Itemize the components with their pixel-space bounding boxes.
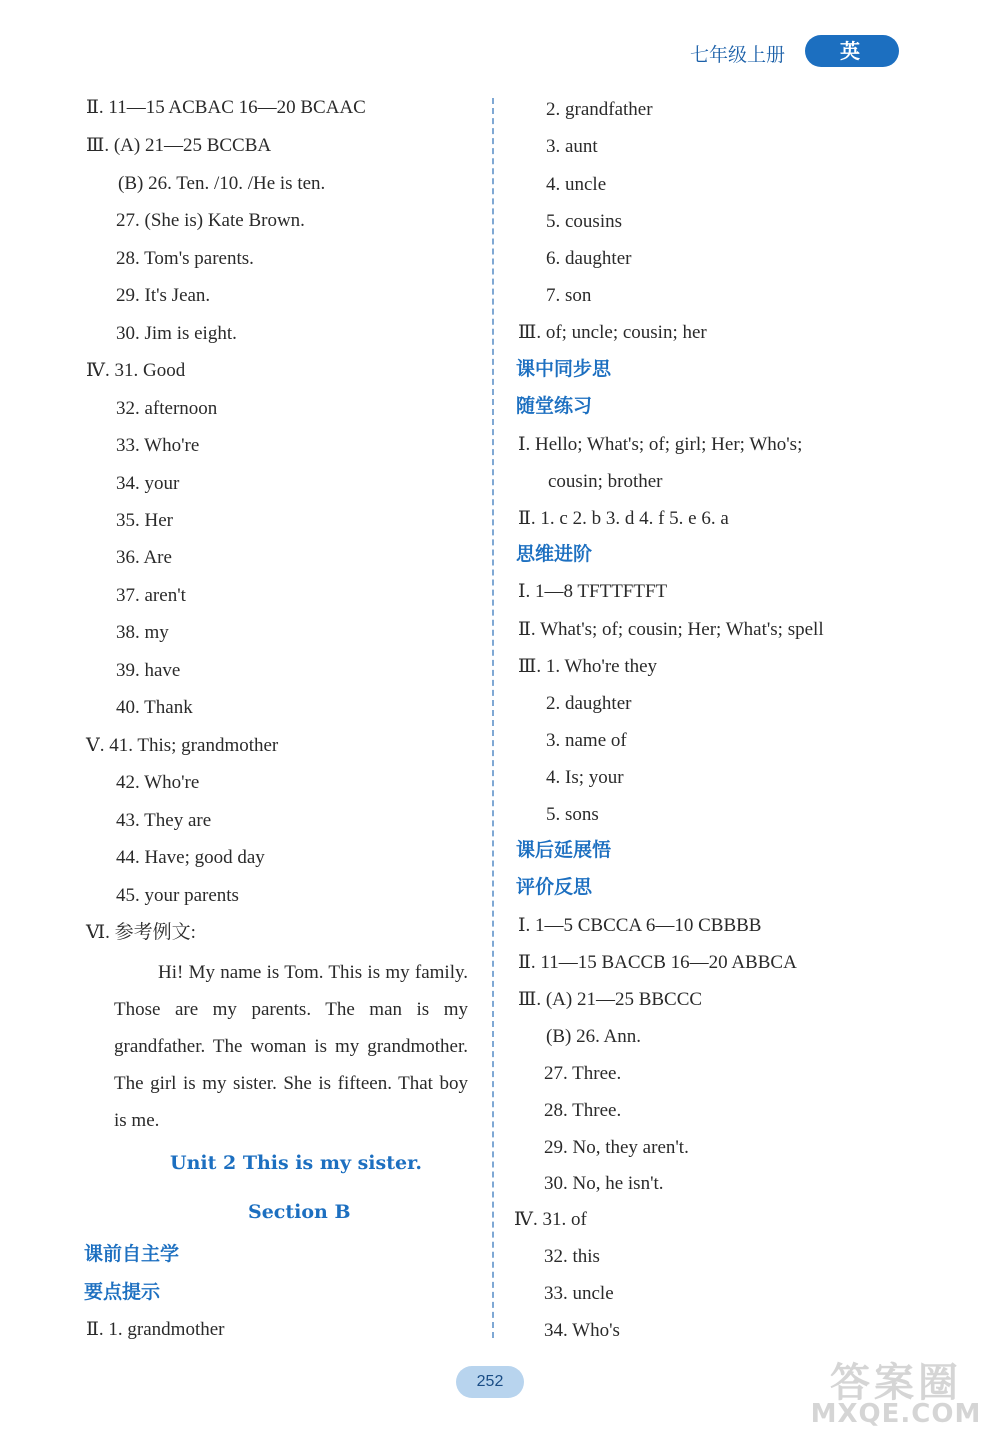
answer-line: 2. daughter: [546, 693, 632, 714]
section-heading: 随堂练习: [516, 395, 593, 417]
answer-line: 34. your: [116, 473, 180, 494]
answer-line: Ⅳ. 31. Good: [86, 360, 186, 381]
page-number: 252: [456, 1366, 524, 1398]
answer-line: Ⅲ. (A) 21—25 BBCCC: [518, 989, 703, 1010]
answer-line: 40. Thank: [116, 697, 193, 718]
answer-line: 29. No, they aren't.: [544, 1137, 689, 1158]
section-heading: 课后延展悟: [516, 839, 612, 861]
answer-line: Ⅰ. 1—5 CBCCA 6—10 CBBBB: [518, 915, 762, 936]
answer-line: Ⅱ. 1. c 2. b 3. d 4. f 5. e 6. a: [518, 508, 729, 529]
column-divider: [492, 98, 494, 1338]
section-heading: 思维进阶: [516, 543, 593, 565]
answer-line: Ⅰ. Hello; What's; of; girl; Her; Who's;: [518, 434, 803, 455]
section-heading: 课前自主学: [84, 1243, 180, 1265]
answer-line: Ⅳ. 31. of: [514, 1209, 587, 1230]
answer-line: 4. uncle: [546, 174, 607, 195]
answer-line: 3. aunt: [546, 136, 598, 157]
answer-line: 33. Who're: [116, 435, 200, 456]
answer-line: 45. your parents: [116, 885, 239, 906]
section-heading: 评价反思: [516, 876, 593, 898]
answer-line: Ⅱ. What's; of; cousin; Her; What's; spell: [518, 619, 824, 640]
unit-title: Unit 2 This is my sister.: [170, 1152, 422, 1174]
answer-line: Ⅱ. 11—15 ACBAC 16—20 BCAAC: [86, 97, 366, 118]
answer-line: 30. Jim is eight.: [116, 323, 237, 344]
answer-line: 32. this: [544, 1246, 600, 1267]
answer-line: 33. uncle: [544, 1283, 614, 1304]
answer-line: Ⅵ. 参考例文:: [86, 922, 196, 943]
answer-line: 39. have: [116, 660, 181, 681]
answer-line: 43. They are: [116, 810, 212, 831]
answer-line: Ⅲ. 1. Who're they: [518, 656, 658, 677]
sample-essay: Hi! My name is Tom. This is my family. Those are my parents. The man is my grandfather. The woman is my grandmother. The girl is my sister. She is fifteen. That boy is me.: [114, 962, 468, 1131]
answer-line: Ⅱ. 11—15 BACCB 16—20 ABBCA: [518, 952, 797, 973]
answer-line: 27. Three.: [544, 1063, 622, 1084]
answer-line: 29. It's Jean.: [116, 285, 211, 306]
section-heading: 课中同步思: [516, 358, 612, 380]
answer-line: 6. daughter: [546, 248, 632, 269]
answer-line: 4. Is; your: [546, 767, 624, 788]
watermark-bottom-text: MXQE.COM: [810, 1399, 982, 1429]
answer-line: Ⅲ. of; uncle; cousin; her: [518, 322, 707, 343]
answer-line: 34. Who's: [544, 1320, 620, 1341]
answer-line: Ⅴ. 41. This; grandmother: [86, 735, 279, 756]
answer-line: 44. Have; good day: [116, 847, 265, 868]
answer-line: 5. sons: [546, 804, 599, 825]
answer-line: 3. name of: [546, 730, 627, 751]
answer-line: 2. grandfather: [546, 99, 653, 120]
header-grade: 七年级上册: [690, 44, 786, 66]
watermark-top-text: 答案圈: [830, 1360, 962, 1406]
answer-line: 30. No, he isn't.: [544, 1173, 664, 1194]
answer-line: 27. (She is) Kate Brown.: [116, 210, 305, 231]
answer-line: 28. Tom's parents.: [116, 248, 254, 269]
answer-line: 35. Her: [116, 510, 173, 531]
subject-badge: 英 语: [805, 35, 899, 67]
answer-line: 32. afternoon: [116, 398, 218, 419]
answer-line: 36. Are: [116, 547, 172, 568]
answer-line: 28. Three.: [544, 1100, 622, 1121]
answer-line: 42. Who're: [116, 772, 200, 793]
answer-line: 37. aren't: [116, 585, 186, 606]
section-heading: 要点提示: [84, 1281, 161, 1303]
answer-line: 7. son: [546, 285, 592, 306]
answer-line: (B) 26. Ten. /10. /He is ten.: [118, 173, 326, 194]
section-title: Section B: [248, 1201, 351, 1223]
answer-line: Ⅱ. 1. grandmother: [86, 1319, 225, 1340]
answer-line: cousin; brother: [548, 471, 663, 492]
answer-line: (B) 26. Ann.: [546, 1026, 641, 1047]
answer-line: 38. my: [116, 622, 169, 643]
answer-line: 5. cousins: [546, 211, 622, 232]
answer-line: Ⅲ. (A) 21—25 BCCBA: [86, 135, 272, 156]
answer-line: Ⅰ. 1—8 TFTTFTFT: [518, 581, 668, 602]
watermark-logo: [806, 1351, 986, 1431]
